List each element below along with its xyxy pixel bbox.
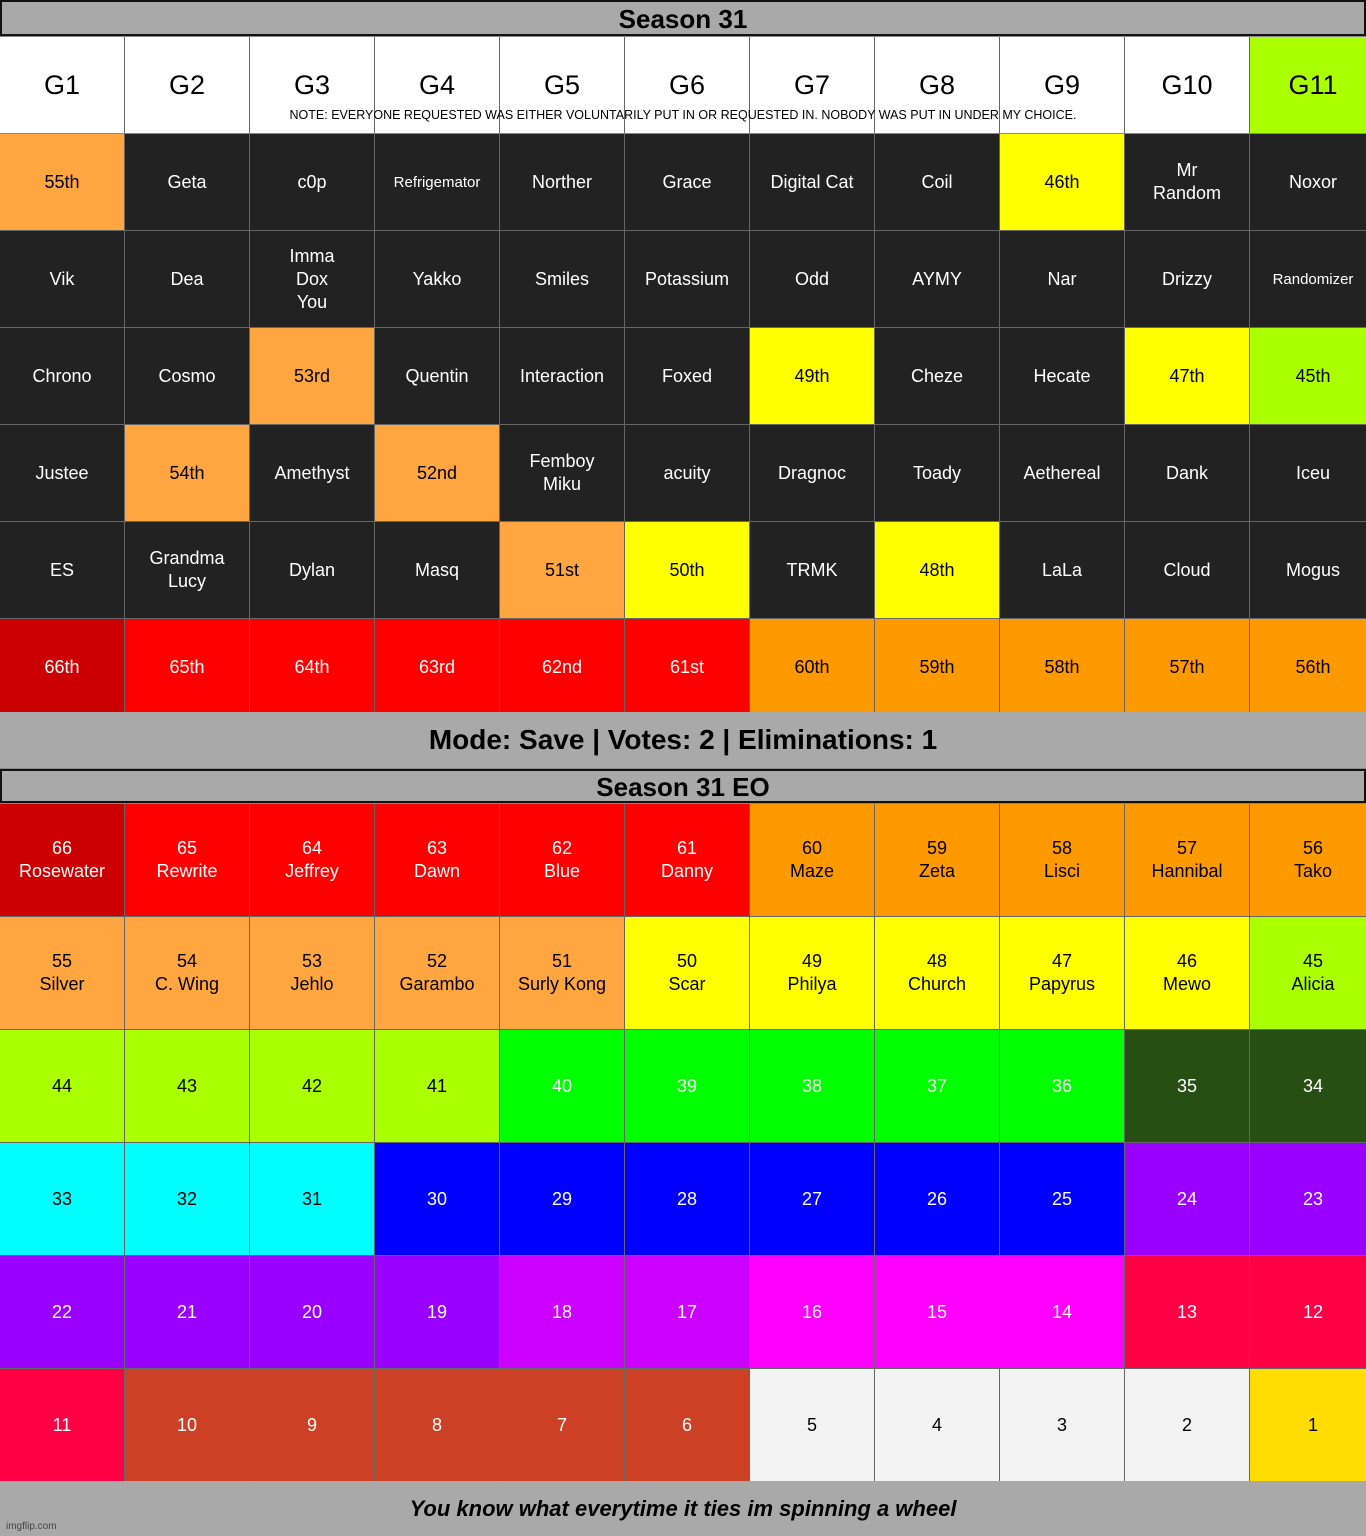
eo-cell: 36 (1000, 1030, 1124, 1142)
eo-cell: 66 Rosewater (0, 804, 124, 916)
watermark: imgflip.com (6, 1521, 57, 1532)
group-cell: Masq (375, 522, 499, 618)
group-cell: 47th (1125, 328, 1249, 424)
group-header-g5: G5 (500, 37, 624, 133)
eo-cell: 57 Hannibal (1125, 804, 1249, 916)
eo-cell: 52 Garambo (375, 917, 499, 1029)
group-cell: Interaction (500, 328, 624, 424)
eo-cell: 20 (250, 1256, 374, 1368)
eo-cell: 45 Alicia (1250, 917, 1366, 1029)
group-cell: Iceu (1250, 425, 1366, 521)
group-cell: 46th (1000, 134, 1124, 230)
group-cell: Toady (875, 425, 999, 521)
eo-cell: 54 C. Wing (125, 917, 249, 1029)
group-cell: Coil (875, 134, 999, 230)
group-cell: Cloud (1125, 522, 1249, 618)
eo-cell: 26 (875, 1143, 999, 1255)
eo-cell: 3 (1000, 1369, 1124, 1481)
group-cell: Mogus (1250, 522, 1366, 618)
eo-cell: 19 (375, 1256, 499, 1368)
group-cell: 51st (500, 522, 624, 618)
group-cell: 57th (1125, 619, 1249, 715)
eo-cell: 34 (1250, 1030, 1366, 1142)
group-cell: 48th (875, 522, 999, 618)
group-cell: Cheze (875, 328, 999, 424)
group-header-row (0, 37, 1366, 133)
group-cell: Cosmo (125, 328, 249, 424)
group-cell: Yakko (375, 231, 499, 327)
eo-cell: 37 (875, 1030, 999, 1142)
group-cell: Nar (1000, 231, 1124, 327)
groups-grid (0, 134, 1366, 715)
group-header-g10: G10 (1125, 37, 1249, 133)
eo-cell: 53 Jehlo (250, 917, 374, 1029)
eo-cell: 30 (375, 1143, 499, 1255)
eo-cell: 15 (875, 1256, 999, 1368)
group-cell: 45th (1250, 328, 1366, 424)
eo-cell: 35 (1125, 1030, 1249, 1142)
eo-cell: 41 (375, 1030, 499, 1142)
group-cell: Dank (1125, 425, 1249, 521)
group-cell: Potassium (625, 231, 749, 327)
group-cell: Drizzy (1125, 231, 1249, 327)
group-cell: Aethereal (1000, 425, 1124, 521)
eo-cell: 5 (750, 1369, 874, 1481)
eo-cell: 51 Surly Kong (500, 917, 624, 1029)
eo-cell: 50 Scar (625, 917, 749, 1029)
eo-cell: 7 (500, 1369, 624, 1481)
eo-cell: 27 (750, 1143, 874, 1255)
season-title: Season 31 (0, 0, 1366, 36)
eo-cell: 55 Silver (0, 917, 124, 1029)
group-cell: Dylan (250, 522, 374, 618)
note-text: NOTE: EVERYONE REQUESTED WAS EITHER VOLUNTARILY PUT IN OR REQUESTED IN. NOBODY WAS PUT IN UNDER MY CHOICE. (289, 108, 1077, 122)
group-header-g1: G1 (0, 37, 124, 133)
group-cell: 53rd (250, 328, 374, 424)
eo-cell: 56 Tako (1250, 804, 1366, 916)
group-cell: Dragnoc (750, 425, 874, 521)
group-cell: acuity (625, 425, 749, 521)
group-cell: Foxed (625, 328, 749, 424)
eo-cell: 24 (1125, 1143, 1249, 1255)
mode-line: Mode: Save | Votes: 2 | Eliminations: 1 (0, 712, 1366, 768)
eo-cell: 63 Dawn (375, 804, 499, 916)
eo-cell: 22 (0, 1256, 124, 1368)
group-cell: c0p (250, 134, 374, 230)
eo-cell: 1 (1250, 1369, 1366, 1481)
group-cell: AYMY (875, 231, 999, 327)
eo-cell: 10 (125, 1369, 249, 1481)
group-cell: 56th (1250, 619, 1366, 715)
group-cell: LaLa (1000, 522, 1124, 618)
group-cell: TRMK (750, 522, 874, 618)
group-cell: 49th (750, 328, 874, 424)
eo-cell: 4 (875, 1369, 999, 1481)
group-header-g2: G2 (125, 37, 249, 133)
eo-cell: 8 (375, 1369, 499, 1481)
eo-cell: 47 Papyrus (1000, 917, 1124, 1029)
group-cell: Imma Dox You (250, 231, 374, 327)
eo-cell: 58 Lisci (1000, 804, 1124, 916)
eo-cell: 42 (250, 1030, 374, 1142)
group-cell: 63rd (375, 619, 499, 715)
group-cell: Quentin (375, 328, 499, 424)
eo-cell: 16 (750, 1256, 874, 1368)
group-header-g11: G11 (1250, 37, 1366, 133)
group-header-g6: G6 (625, 37, 749, 133)
group-cell: 52nd (375, 425, 499, 521)
group-header-g7: G7 (750, 37, 874, 133)
group-cell: Randomizer (1250, 231, 1366, 327)
eo-title: Season 31 EO (0, 769, 1366, 803)
eo-cell: 33 (0, 1143, 124, 1255)
group-cell: Dea (125, 231, 249, 327)
eo-cell: 28 (625, 1143, 749, 1255)
eo-cell: 14 (1000, 1256, 1124, 1368)
eo-cell: 9 (250, 1369, 374, 1481)
eo-cell: 48 Church (875, 917, 999, 1029)
group-header-g3: G3 (250, 37, 374, 133)
group-cell: 54th (125, 425, 249, 521)
group-cell: 65th (125, 619, 249, 715)
group-cell: 60th (750, 619, 874, 715)
group-header-g9: G9 (1000, 37, 1124, 133)
eo-cell: 62 Blue (500, 804, 624, 916)
eo-cell: 17 (625, 1256, 749, 1368)
eo-cell: 43 (125, 1030, 249, 1142)
eo-cell: 61 Danny (625, 804, 749, 916)
group-cell: Digital Cat (750, 134, 874, 230)
group-cell: Amethyst (250, 425, 374, 521)
group-cell: Vik (0, 231, 124, 327)
eo-cell: 64 Jeffrey (250, 804, 374, 916)
eo-cell: 25 (1000, 1143, 1124, 1255)
group-cell: Femboy Miku (500, 425, 624, 521)
group-cell: Geta (125, 134, 249, 230)
eo-cell: 11 (0, 1369, 124, 1481)
eo-cell: 13 (1125, 1256, 1249, 1368)
group-cell: Noxor (1250, 134, 1366, 230)
group-cell: 58th (1000, 619, 1124, 715)
eo-cell: 49 Philya (750, 917, 874, 1029)
eo-cell: 32 (125, 1143, 249, 1255)
eo-cell: 18 (500, 1256, 624, 1368)
group-cell: Smiles (500, 231, 624, 327)
eo-cell: 59 Zeta (875, 804, 999, 916)
eo-cell: 31 (250, 1143, 374, 1255)
group-cell: Odd (750, 231, 874, 327)
eo-cell: 39 (625, 1030, 749, 1142)
group-cell: 64th (250, 619, 374, 715)
group-cell: Grandma Lucy (125, 522, 249, 618)
group-cell: 50th (625, 522, 749, 618)
group-cell: 55th (0, 134, 124, 230)
eo-cell: 6 (625, 1369, 749, 1481)
eo-cell: 21 (125, 1256, 249, 1368)
eo-cell: 44 (0, 1030, 124, 1142)
group-cell: Justee (0, 425, 124, 521)
eo-cell: 65 Rewrite (125, 804, 249, 916)
footer-text: You know what everytime it ties im spinning a wheel (0, 1481, 1366, 1536)
group-cell: 62nd (500, 619, 624, 715)
eo-cell: 23 (1250, 1143, 1366, 1255)
group-cell: Hecate (1000, 328, 1124, 424)
group-cell: Grace (625, 134, 749, 230)
eo-cell: 40 (500, 1030, 624, 1142)
group-cell: ES (0, 522, 124, 618)
group-cell: Mr Random (1125, 134, 1249, 230)
eo-cell: 46 Mewo (1125, 917, 1249, 1029)
group-cell: 66th (0, 619, 124, 715)
group-cell: Refrigemator (375, 134, 499, 230)
eo-cell: 29 (500, 1143, 624, 1255)
group-cell: 61st (625, 619, 749, 715)
eo-cell: 38 (750, 1030, 874, 1142)
group-cell: 59th (875, 619, 999, 715)
group-header-g4: G4 (375, 37, 499, 133)
eo-cell: 60 Maze (750, 804, 874, 916)
group-cell: Chrono (0, 328, 124, 424)
eo-cell: 12 (1250, 1256, 1366, 1368)
eo-grid (0, 804, 1366, 1481)
group-header-g8: G8 (875, 37, 999, 133)
group-cell: Norther (500, 134, 624, 230)
eo-cell: 2 (1125, 1369, 1249, 1481)
